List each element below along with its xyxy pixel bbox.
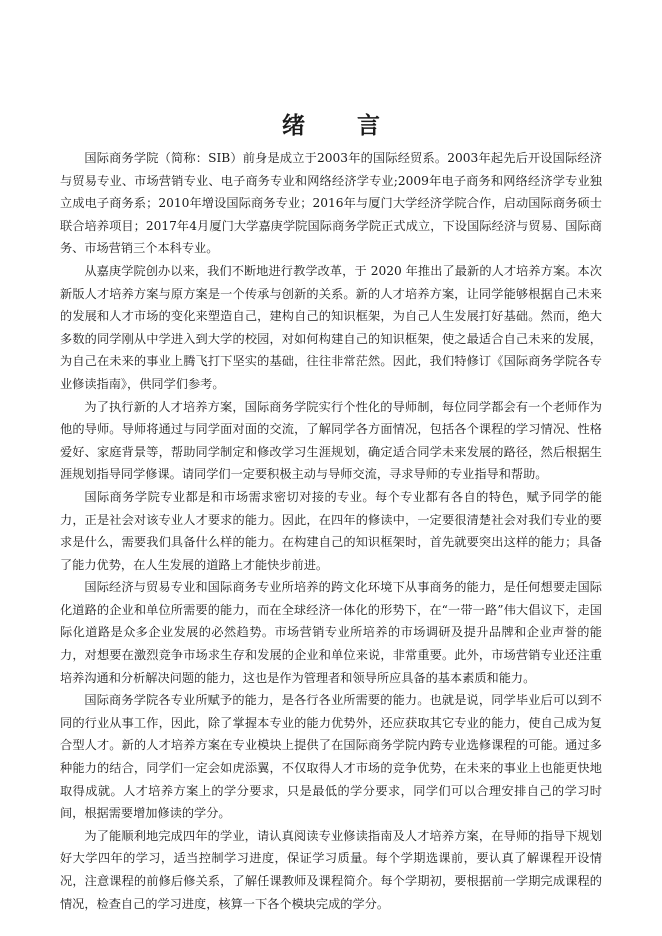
paragraph-major-abilities: 国际经济与贸易专业和国际商务专业所培养的跨文化环境下从事商务的能力，是任何想要走国际化道路的企业和单位所需要的能力，而在全球经济一体化的形势下，在“一带一路”伟大倡议下，走国际化道路是众多企业发展的必然趋势。市场营销专业所培养的市场调研及提升品牌和企业声誉的能力，对想要在激烈竞争市场求生存和发展的企业和单位来说，非常重要。此外，市场营销专业还注重培养沟通和分析解决问题的能力，这也是作为管理者和领导所应具备的基本素质和能力。 xyxy=(60,580,602,685)
paragraph-history: 国际商务学院（简称：SIB）前身是成立于2003年的国际经贸系。2003年起先后开设国际经济与贸易专业、市场营销专业、电子商务专业和网络经济学专业;2009年电子商务和网络经济学专业独立成电子商务系；2010年增设国际商务专业；2016年与厦门大学经济学院合作，启动国际商务硕士联合培养项目；2017年4月厦门大学嘉庚学院国际商务学院正式成立，下设国际经济与贸易、国际商务、市场营销三个本科专业。 xyxy=(60,151,602,256)
page-title: 绪 言 xyxy=(281,112,402,140)
paragraph-training-plan: 从嘉庚学院创办以来，我们不断地进行教学改革，于 2020 年推出了最新的人才培养方案。本次新版人才培养方案与原方案是一个传承与创新的关系。新的人才培养方案，让同学能够根据自己未来的发展和人才市场的变化来塑造自己，建构自己的知识框架，为自己人生发展打好基础。然而，绝大多数的同学刚从中学进入到大学的校园，对如何构建自己的知识框架，使之最适合自己未来的发展，为自己在未来的事业上腾飞打下坚实的基础，往往非常茫然。因此，我们特修订《国际商务学院各专业修读指南》，供同学们参考。 xyxy=(60,263,602,391)
paragraph-market-demand: 国际商务学院专业都是和市场需求密切对接的专业。每个专业都有各自的特色，赋予同学的能力，正是社会对该专业人才要求的能力。因此，在四年的修读中，一定要很清楚社会对我们专业的要求是什么，需要我们具备什么样的能力。在构建自己的知识框架时，首先就要突出这样的能力；具备了能力优势，在人生发展的道路上才能快步前进。 xyxy=(60,489,602,572)
paragraph-study-advice: 为了能顺利地完成四年的学业，请认真阅读专业修读指南及人才培养方案，在导师的指导下规划好大学四年的学习，适当控制学习进度，保证学习质量。每个学期选课前，要认真了解课程开设情况，注意课程的前修后修关系，了解任课教师及课程简介。每个学期初，要根据前一学期完成课程的情况，检查自己的学习进度，核算一下各个模块完成的学分。 xyxy=(60,828,602,911)
paragraph-tutor-system: 为了执行新的人才培养方案，国际商务学院实行个性化的导师制，每位同学都会有一个老师作为他的导师。导师将通过与同学面对面的交流，了解同学各方面情况，包括各个课程的学习情况、性格爱好、家庭背景等，帮助同学制定和修改学习生涯规划，确定适合同学未来发展的路径，然后根据生涯规划指导同学修课。请同学们一定要积极主动与导师交流，寻求导师的专业指导和帮助。 xyxy=(60,399,602,482)
paragraph-cross-major: 国际商务学院各专业所赋予的能力，是各行各业所需要的能力。也就是说，同学毕业后可以到不同的行业从事工作，因此，除了掌握本专业的能力优势外，还应获取其它专业的能力，使自己成为复合型人才。新的人才培养方案在专业模块上提供了在国际商务学院内跨专业选修课程的可能。通过多种能力的结合，同学们一定会如虎添翼，不仅取得人才市场的竞争优势，在未来的事业上也能更快地取得成就。人才培养方案上的学分要求，只是最低的学分要求，同学们可以合理安排自己的学习时间，根据需要增加修读的学分。 xyxy=(60,693,602,821)
document-body xyxy=(60,147,602,915)
